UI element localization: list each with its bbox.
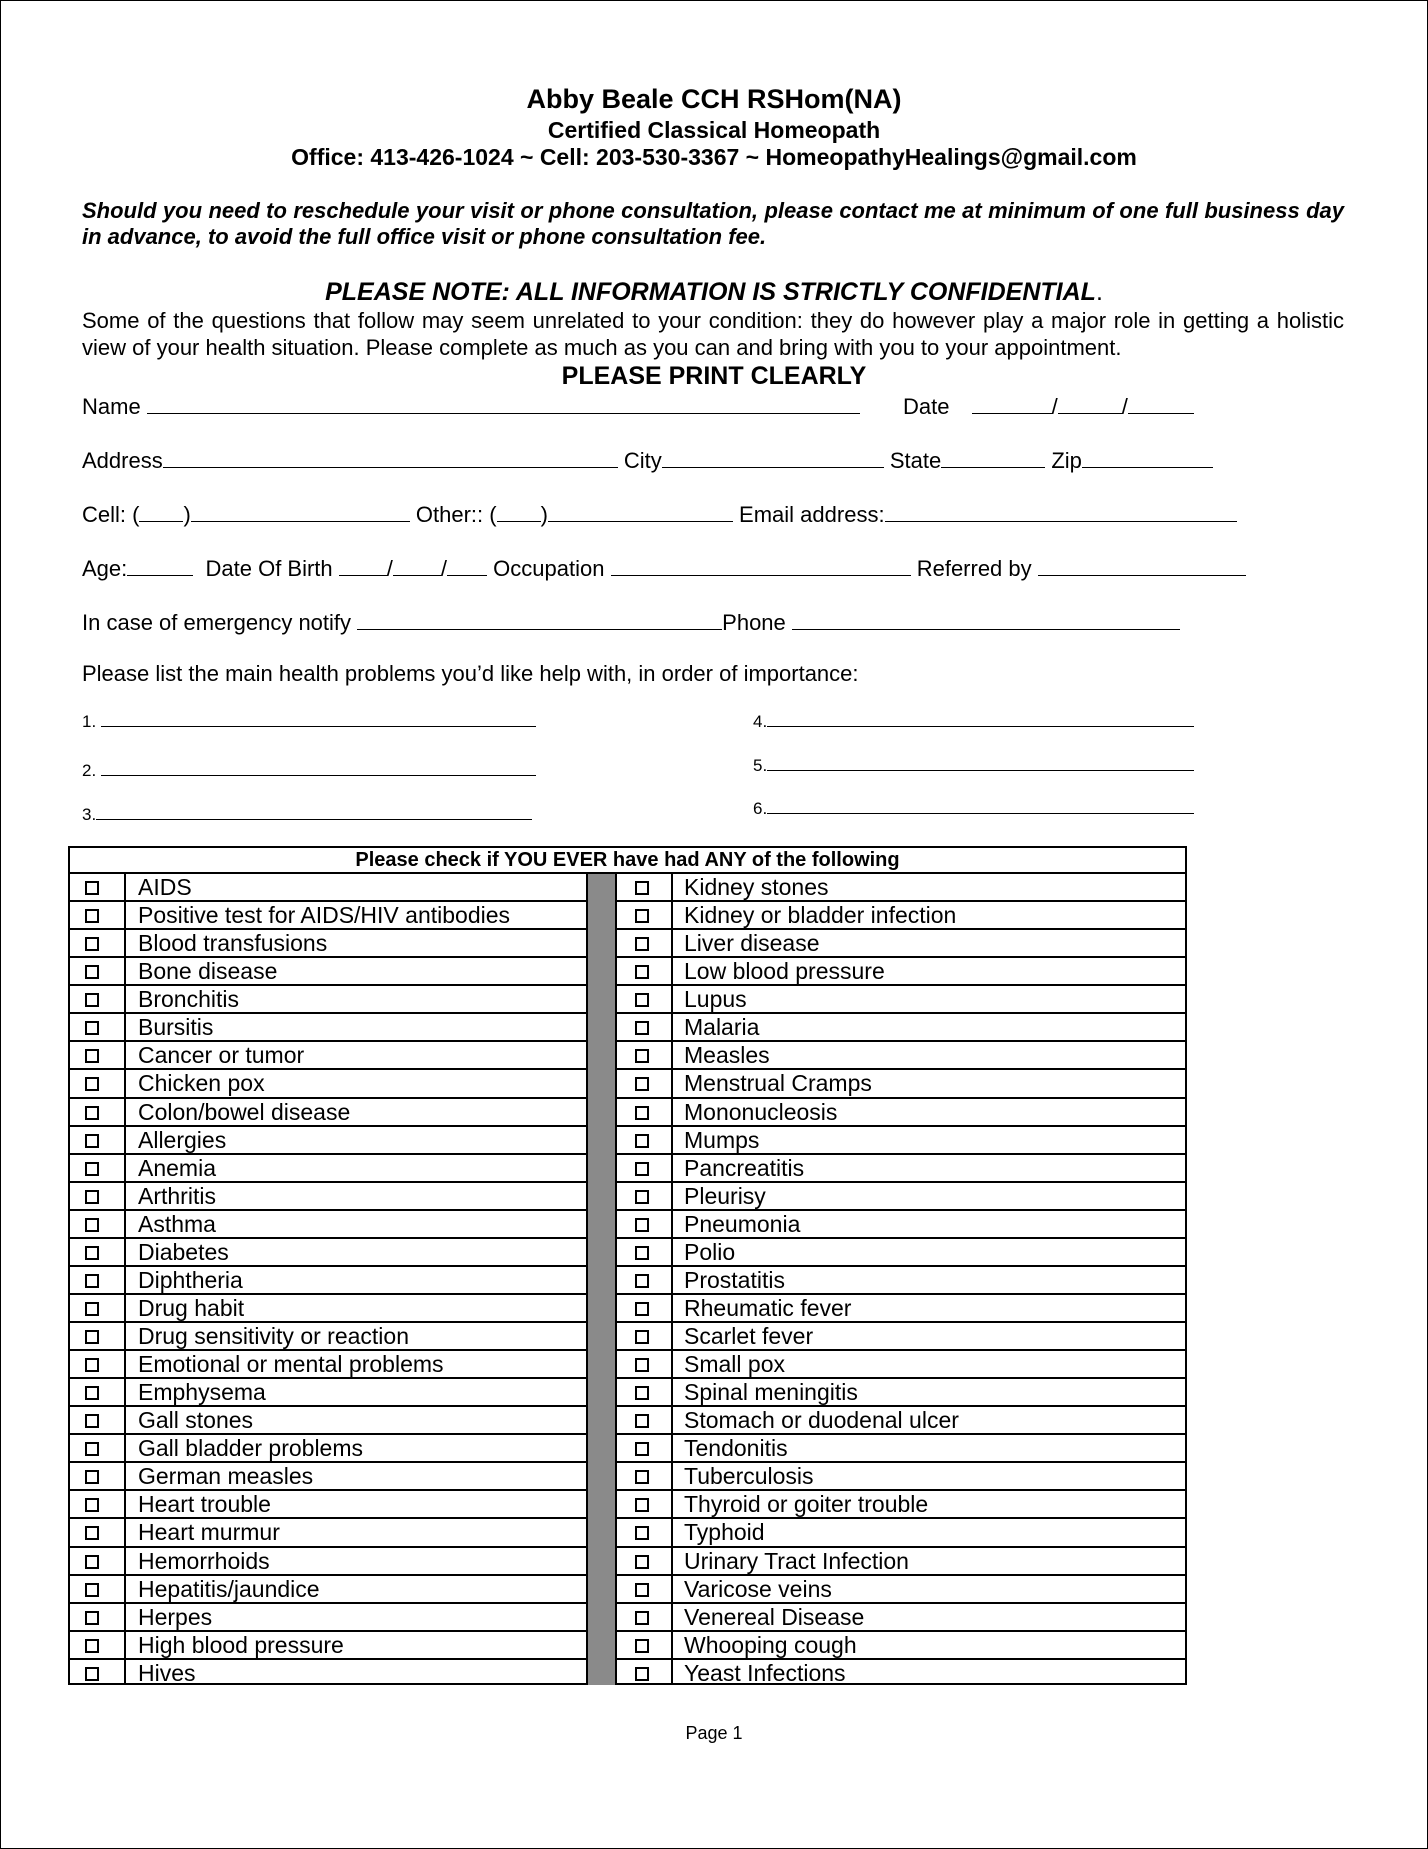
zip-field[interactable] [1082, 445, 1213, 468]
age-field[interactable] [127, 553, 193, 576]
checkbox[interactable] [635, 1358, 649, 1372]
checkbox[interactable] [85, 1049, 99, 1063]
condition-label: Hemorrhoids [138, 1547, 270, 1574]
referred-by-label: Referred by [916, 556, 1032, 581]
checkbox[interactable] [635, 1077, 649, 1091]
condition-label: Asthma [138, 1210, 216, 1237]
emergency-phone-field[interactable] [792, 607, 1180, 630]
problem-2-field[interactable] [101, 757, 536, 776]
condition-label: Cancer or tumor [138, 1042, 305, 1069]
condition-label: Pneumonia [684, 1210, 801, 1237]
checkbox[interactable] [85, 1302, 99, 1316]
table-row [70, 1576, 1185, 1604]
checkbox[interactable] [85, 881, 99, 895]
table-row [70, 902, 1185, 930]
problem-3-field[interactable] [96, 801, 532, 820]
condition-label: Emotional or mental problems [138, 1351, 444, 1378]
checkbox[interactable] [85, 1274, 99, 1288]
checkbox[interactable] [85, 1526, 99, 1540]
condition-label: Tendonitis [684, 1435, 788, 1462]
referred-by-field[interactable] [1038, 553, 1246, 576]
condition-label: Colon/bowel disease [138, 1098, 351, 1125]
practitioner-title: Certified Classical Homeopath [547, 117, 881, 143]
checkbox[interactable] [85, 1414, 99, 1428]
city-label: City [623, 448, 662, 473]
checkbox[interactable] [85, 1470, 99, 1484]
table-row [70, 1099, 1185, 1127]
checkbox[interactable] [635, 909, 649, 923]
table-row [70, 1351, 1185, 1379]
problem-6-field[interactable] [767, 795, 1194, 814]
checkbox[interactable] [85, 1218, 99, 1232]
problem-4-field[interactable] [767, 708, 1194, 727]
checkbox[interactable] [635, 1134, 649, 1148]
condition-label: Allergies [138, 1126, 227, 1153]
other-phone-label: Other:: ( [415, 502, 497, 527]
checkbox[interactable] [85, 1162, 99, 1176]
condition-label: Tuberculosis [684, 1463, 814, 1490]
checkbox[interactable] [85, 965, 99, 979]
table-row [70, 1211, 1185, 1239]
checkbox[interactable] [85, 993, 99, 1007]
condition-label: Polio [684, 1238, 736, 1265]
date-day-field[interactable] [1058, 391, 1122, 414]
checkbox[interactable] [635, 1049, 649, 1063]
table-row [70, 1070, 1185, 1098]
table-row [70, 1660, 1185, 1688]
checkbox[interactable] [635, 1442, 649, 1456]
condition-label: Low blood pressure [684, 958, 885, 985]
other-area-code-field[interactable] [497, 499, 541, 522]
condition-label: Emphysema [138, 1379, 266, 1406]
table-row [70, 1407, 1185, 1435]
condition-label: Rheumatic fever [684, 1294, 852, 1321]
emergency-phone-label: Phone [722, 610, 786, 635]
email-label: Email address: [739, 502, 885, 527]
checkbox[interactable] [635, 1190, 649, 1204]
problem-2 [82, 757, 536, 781]
condition-label: Mumps [684, 1126, 760, 1153]
emergency-label: In case of emergency notify [82, 610, 352, 635]
checkbox[interactable] [85, 1134, 99, 1148]
condition-label: Yeast Infections [684, 1659, 846, 1686]
condition-label: Measles [684, 1042, 770, 1069]
checkbox[interactable] [85, 1330, 99, 1344]
problem-5 [753, 752, 1194, 776]
emergency-contact-field[interactable] [357, 607, 722, 630]
condition-label: Scarlet fever [684, 1323, 814, 1349]
dob-month-field[interactable] [339, 553, 387, 576]
checkbox[interactable] [635, 1470, 649, 1484]
name-label: Name [82, 394, 141, 419]
checkbox[interactable] [635, 1330, 649, 1344]
checkbox[interactable] [635, 1498, 649, 1512]
checkbox[interactable] [85, 909, 99, 923]
condition-label: Spinal meningitis [684, 1379, 858, 1406]
problem-4-number: 4. [753, 712, 768, 731]
condition-label: Prostatitis [684, 1266, 785, 1293]
date-label: Date [903, 394, 950, 419]
table-row [70, 1239, 1185, 1267]
other-number-field[interactable] [548, 499, 733, 522]
table-row [70, 1127, 1185, 1155]
condition-label: Malaria [684, 1014, 760, 1041]
age-label: Age: [82, 556, 128, 581]
checkbox[interactable] [635, 965, 649, 979]
condition-label: Drug habit [138, 1294, 245, 1321]
condition-label: Gall stones [138, 1407, 254, 1434]
zip-label: Zip [1051, 448, 1082, 473]
checkbox[interactable] [635, 1246, 649, 1260]
condition-label: Stomach or duodenal ulcer [684, 1407, 959, 1434]
checkbox[interactable] [85, 1021, 99, 1035]
condition-label: Urinary Tract Infection [684, 1547, 909, 1574]
table-row [70, 1632, 1185, 1660]
table-row [70, 1295, 1185, 1323]
contact-line: Office: 413-426-1024 ~ Cell: 203-530-3367 ~ HomeopathyHealings@gmail.com [291, 144, 1137, 170]
age-row: Age: Date Of Birth / / Occupation Referred by [82, 553, 1246, 582]
problem-6 [753, 795, 1194, 819]
condition-label: Herpes [138, 1603, 213, 1630]
condition-label: Gall bladder problems [138, 1435, 364, 1462]
medical-history-heading: Please check if YOU EVER have had ANY of the following [70, 848, 1185, 874]
name-row [82, 391, 860, 420]
problem-2-number: 2. [82, 761, 97, 780]
checkbox[interactable] [635, 1639, 649, 1653]
table-row [70, 1155, 1185, 1183]
column-divider [124, 874, 126, 1685]
condition-label: Bursitis [138, 1014, 214, 1041]
checkbox[interactable] [635, 1302, 649, 1316]
problem-1 [82, 708, 536, 732]
table-row [70, 1267, 1185, 1295]
city-field[interactable] [662, 445, 884, 468]
table-row [70, 1519, 1185, 1547]
email-field[interactable] [885, 499, 1237, 522]
problem-1-field[interactable] [101, 708, 536, 727]
condition-label: Blood transfusions [138, 930, 328, 957]
condition-label: Pancreatitis [684, 1154, 805, 1181]
address-row [82, 445, 1213, 474]
checkbox[interactable] [635, 1555, 649, 1569]
dob-year-field[interactable] [447, 553, 487, 576]
phone-row: Cell: ( ) Other:: ( ) Email address: [82, 499, 1237, 528]
intro-text: Some of the questions that follow may seem unrelated to your condition: they do however play a major role in getting a holistic view of your health situation. Please complete as much as you can and bring with you to your appointment. [82, 308, 1344, 360]
column-separator [586, 874, 617, 1685]
condition-label: Small pox [684, 1351, 785, 1378]
condition-label: Diabetes [138, 1238, 229, 1265]
table-row [70, 1435, 1185, 1463]
page-number: Page 1 [685, 1723, 743, 1743]
table-row [70, 1604, 1185, 1632]
checkbox[interactable] [635, 1414, 649, 1428]
table-row [70, 1183, 1185, 1211]
condition-label: Heart trouble [138, 1491, 271, 1518]
checkbox[interactable] [85, 1358, 99, 1372]
condition-label: Liver disease [684, 930, 820, 957]
confidential-notice: PLEASE NOTE: ALL INFORMATION IS STRICTLY CONFIDENTIAL. [325, 278, 1103, 306]
checkbox[interactable] [85, 1106, 99, 1120]
occupation-field[interactable] [611, 553, 911, 576]
condition-label: Whooping cough [684, 1631, 857, 1658]
health-problems-prompt: Please list the main health problems you’d like help with, in order of importance: [82, 661, 859, 686]
checkbox[interactable] [635, 1021, 649, 1035]
date-month-field[interactable] [972, 391, 1052, 414]
checkbox[interactable] [635, 1386, 649, 1400]
emergency-row [82, 607, 1180, 636]
checkbox[interactable] [635, 1274, 649, 1288]
dob-label: Date Of Birth [205, 556, 333, 581]
checkbox[interactable] [635, 1218, 649, 1232]
cell-label: Cell: ( [82, 502, 140, 527]
condition-label: Pleurisy [684, 1182, 766, 1209]
cell-area-code-field[interactable] [139, 499, 183, 522]
condition-label: Heart murmur [138, 1519, 280, 1546]
condition-label: Kidney stones [684, 874, 829, 900]
name-field[interactable] [147, 391, 860, 414]
condition-label: Hives [138, 1659, 196, 1686]
checkbox[interactable] [85, 1246, 99, 1260]
checkbox[interactable] [635, 881, 649, 895]
table-row [70, 1548, 1185, 1576]
checkbox[interactable] [635, 1106, 649, 1120]
cell-number-field[interactable] [191, 499, 410, 522]
problem-3-number: 3. [82, 805, 97, 824]
table-row [70, 874, 1185, 902]
checkbox[interactable] [635, 1583, 649, 1597]
condition-label: Hepatitis/jaundice [138, 1575, 320, 1602]
condition-label: German measles [138, 1463, 314, 1490]
condition-label: Mononucleosis [684, 1098, 838, 1125]
checkbox[interactable] [85, 1611, 99, 1625]
table-row [70, 1379, 1185, 1407]
table-row [70, 1042, 1185, 1070]
address-field[interactable] [163, 445, 618, 468]
problem-4 [753, 708, 1194, 732]
condition-label: Diphtheria [138, 1266, 243, 1293]
occupation-label: Occupation [493, 556, 605, 581]
problem-5-number: 5. [753, 756, 768, 775]
condition-label: Venereal Disease [684, 1603, 865, 1630]
table-row [70, 986, 1185, 1014]
reschedule-notice: Should you need to reschedule your visit or phone consultation, please contact me at minimum of one full business day in advance, to avoid the full office visit or phone consultation fee. [82, 198, 1344, 249]
checkbox[interactable] [635, 993, 649, 1007]
date-year-field[interactable] [1128, 391, 1194, 414]
address-label: Address [82, 448, 163, 473]
date-row: Date / / [903, 391, 1194, 420]
table-row [70, 1463, 1185, 1491]
problem-6-number: 6. [753, 799, 768, 818]
column-divider [671, 874, 673, 1685]
condition-label: Menstrual Cramps [684, 1070, 872, 1097]
problem-3 [82, 801, 532, 825]
condition-label: Varicose veins [684, 1575, 832, 1602]
checkbox[interactable] [85, 1639, 99, 1653]
table-row [70, 958, 1185, 986]
problem-5-field[interactable] [767, 752, 1194, 771]
table-row [70, 1491, 1185, 1519]
checkbox[interactable] [85, 1386, 99, 1400]
condition-label: Bone disease [138, 958, 278, 985]
checkbox[interactable] [635, 1667, 649, 1681]
table-row [70, 1323, 1185, 1351]
condition-label: Kidney or bladder infection [684, 902, 957, 929]
checkbox[interactable] [85, 937, 99, 951]
problem-1-number: 1. [82, 712, 97, 731]
checkbox[interactable] [635, 937, 649, 951]
checkbox[interactable] [85, 1555, 99, 1569]
checkbox[interactable] [635, 1162, 649, 1176]
dob-day-field[interactable] [393, 553, 441, 576]
condition-label: High blood pressure [138, 1631, 344, 1658]
condition-label: Anemia [138, 1154, 216, 1181]
medical-history-table [68, 846, 1187, 1685]
checkbox[interactable] [85, 1077, 99, 1091]
checkbox[interactable] [85, 1442, 99, 1456]
checkbox[interactable] [85, 1583, 99, 1597]
condition-label: AIDS [138, 874, 192, 900]
practitioner-name: Abby Beale CCH RSHom(NA) [526, 84, 902, 114]
checkbox[interactable] [635, 1526, 649, 1540]
condition-label: Typhoid [684, 1519, 765, 1546]
condition-label: Drug sensitivity or reaction [138, 1323, 409, 1349]
table-row [70, 1014, 1185, 1042]
checkbox[interactable] [85, 1190, 99, 1204]
checkbox[interactable] [85, 1498, 99, 1512]
condition-label: Lupus [684, 986, 747, 1013]
condition-label: Bronchitis [138, 986, 239, 1013]
condition-label: Positive test for AIDS/HIV antibodies [138, 902, 511, 929]
checkbox[interactable] [635, 1611, 649, 1625]
print-clearly-heading: PLEASE PRINT CLEARLY [561, 362, 867, 390]
checkbox[interactable] [85, 1667, 99, 1681]
condition-label: Chicken pox [138, 1070, 265, 1097]
state-field[interactable] [941, 445, 1045, 468]
table-row [70, 930, 1185, 958]
state-label: State [889, 448, 942, 473]
condition-label: Thyroid or goiter trouble [684, 1491, 929, 1518]
condition-label: Arthritis [138, 1182, 216, 1209]
medical-history-rows [70, 874, 1185, 1688]
